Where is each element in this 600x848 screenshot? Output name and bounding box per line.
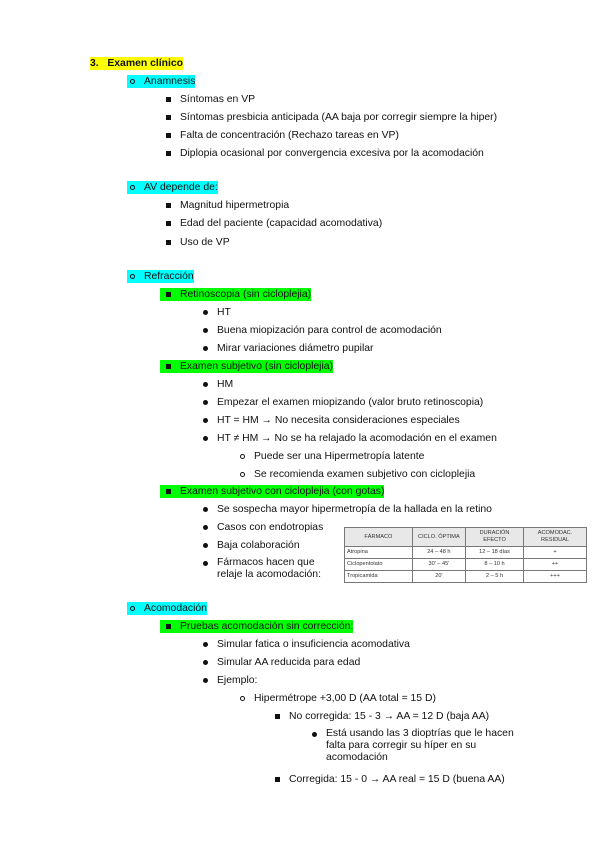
table-cell: ++ <box>524 559 587 571</box>
list-item: HT = HM → No necesita consideraciones especiales <box>217 415 460 426</box>
dot-bullet-icon <box>203 436 208 441</box>
square-bullet-icon <box>166 97 171 102</box>
pruebas-heading <box>160 620 353 633</box>
dot-bullet-icon <box>312 732 317 737</box>
square-bullet-icon <box>166 221 171 226</box>
circle-bullet-icon <box>130 606 135 611</box>
list-item: HT <box>217 307 231 318</box>
list-item: Está usando las 3 dioptrías que le hacen falta para corregir su híper en su acomodación <box>326 728 514 763</box>
list-item: HT ≠ HM → No se ha relajado la acomodación en el examen <box>217 433 497 444</box>
list-item: Puede ser una Hipermetropía latente <box>254 451 425 462</box>
list-item: Hipermétrope +3,00 D (AA total = 15 D) <box>254 693 436 704</box>
ciclo-title: Examen subjetivo con cicloplejia (con gotas) <box>180 486 385 497</box>
table-header: CICLO. ÓPTIMA <box>412 528 465 547</box>
square-bullet-icon <box>166 489 171 494</box>
table-cell: +++ <box>524 571 587 583</box>
table-header: FÁRMACO <box>345 528 413 547</box>
square-bullet-icon <box>166 151 171 156</box>
section-heading <box>90 57 183 70</box>
subjetivo-title: Examen subjetivo (sin cicloplejia) <box>180 361 334 372</box>
square-bullet-icon <box>275 777 280 782</box>
list-item: No corregida: 15 - 3 → AA = 12 D (baja AA) <box>289 711 490 722</box>
list-item: Síntomas presbicia anticipada (AA baja por corregir siempre la hiper) <box>180 112 498 123</box>
section-number: 3. <box>90 58 99 69</box>
table-cell: Atropina <box>345 547 413 559</box>
circle-bullet-icon <box>130 79 135 84</box>
list-item: HM <box>217 379 234 390</box>
list-item: Simular AA reducida para edad <box>217 657 361 668</box>
dot-bullet-icon <box>203 382 208 387</box>
list-item: Simular fatica o insuficiencia acomodativa <box>217 639 410 650</box>
table-cell: 8 – 10 h <box>465 559 523 571</box>
list-item: Baja colaboración <box>217 540 300 551</box>
anamnesis-heading <box>127 75 195 88</box>
list-item: Edad del paciente (capacidad acomodativa) <box>180 218 383 229</box>
table-cell: 2 – 5 h <box>465 571 523 583</box>
list-item: Buena miopización para control de acomodación <box>217 325 442 336</box>
list-item: Se recomienda examen subjetivo con cicloplejia <box>254 469 476 480</box>
av-heading <box>127 181 218 194</box>
refraccion-heading <box>127 270 194 283</box>
list-item: Empezar el examen miopizando (valor bruto retinoscopia) <box>217 397 484 408</box>
dot-bullet-icon <box>203 507 208 512</box>
list-item: Corregida: 15 - 0 → AA real = 15 D (buena AA) <box>289 774 505 785</box>
table-row <box>345 547 587 559</box>
list-item: Síntomas en VP <box>180 94 256 105</box>
dot-bullet-icon <box>203 400 208 405</box>
dot-bullet-icon <box>203 642 208 647</box>
acomodacion-heading <box>127 602 207 615</box>
list-item: Casos con endotropias <box>217 522 324 533</box>
square-bullet-icon <box>166 364 171 369</box>
list-item: Magnitud hipermetropia <box>180 200 290 211</box>
section-title: Examen clínico <box>107 58 183 69</box>
table-row <box>345 559 587 571</box>
circle-bullet-icon <box>240 454 245 459</box>
table-header: DURACIÓN EFECTO <box>465 528 523 547</box>
dot-bullet-icon <box>203 561 208 566</box>
table-cell: Ciclopentolato <box>345 559 413 571</box>
square-bullet-icon <box>166 292 171 297</box>
retino-heading <box>160 288 311 301</box>
pruebas-title: Pruebas acomodación sin corrección: <box>180 621 354 632</box>
circle-bullet-icon <box>130 274 135 279</box>
dot-bullet-icon <box>203 328 208 333</box>
drug-table <box>344 527 587 583</box>
acomodacion-title: Acomodación <box>144 603 207 614</box>
dot-bullet-icon <box>203 525 208 530</box>
dot-bullet-icon <box>203 660 208 665</box>
table-cell: + <box>524 547 587 559</box>
list-item: Uso de VP <box>180 237 230 248</box>
table-cell: Tropicamida <box>345 571 413 583</box>
dot-bullet-icon <box>203 678 208 683</box>
table-cell: 30' – 45' <box>412 559 465 571</box>
table-cell: 20' <box>412 571 465 583</box>
list-item: Ejemplo: <box>217 675 258 686</box>
list-item: Se sospecha mayor hipermetropía de la hallada en la retino <box>217 504 492 515</box>
anamnesis-title: Anamnesis <box>144 76 196 87</box>
square-bullet-icon <box>166 624 171 629</box>
circle-bullet-icon <box>130 185 135 190</box>
dot-bullet-icon <box>203 543 208 548</box>
square-bullet-icon <box>166 115 171 120</box>
retino-title: Retinoscopia (sin cicloplejia) <box>180 289 312 300</box>
square-bullet-icon <box>166 240 171 245</box>
square-bullet-icon <box>275 714 280 719</box>
square-bullet-icon <box>166 203 171 208</box>
table-cell: 12 – 18 días <box>465 547 523 559</box>
dot-bullet-icon <box>203 310 208 315</box>
list-item: Falta de concentración (Rechazo tareas en VP) <box>180 130 399 141</box>
list-item: Mirar variaciones diámetro pupilar <box>217 343 374 354</box>
refraccion-title: Refracción <box>144 271 194 282</box>
subjetivo-heading <box>160 360 333 373</box>
circle-bullet-icon <box>240 696 245 701</box>
table-header-row <box>345 528 587 547</box>
dot-bullet-icon <box>203 346 208 351</box>
table-header: ACOMODAC. RESIDUAL <box>524 528 587 547</box>
dot-bullet-icon <box>203 418 208 423</box>
list-item: Diplopia ocasional por convergencia excesiva por la acomodación <box>180 148 484 159</box>
table-row <box>345 571 587 583</box>
ciclo-heading <box>160 485 384 498</box>
table-cell: 24 – 48 h <box>412 547 465 559</box>
av-title: AV depende de: <box>144 182 218 193</box>
circle-bullet-icon <box>240 472 245 477</box>
list-item: Fármacos hacen que relaje la acomodación: <box>217 557 321 580</box>
square-bullet-icon <box>166 133 171 138</box>
